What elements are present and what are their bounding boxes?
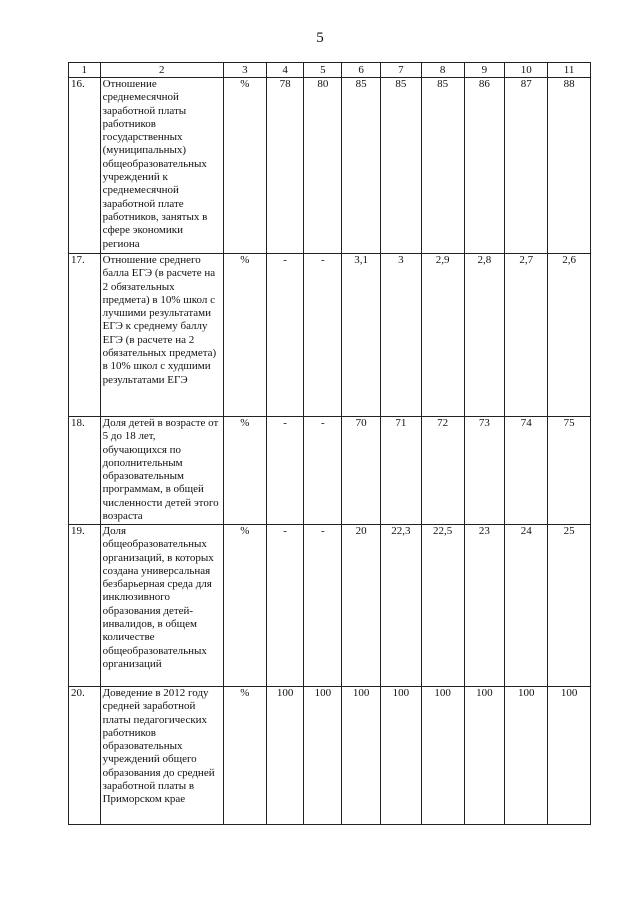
table-row [69, 417, 591, 525]
value-cell: 100 [421, 687, 464, 825]
column-header: 2 [100, 63, 223, 78]
value-cell: 85 [380, 78, 421, 254]
column-header: 1 [69, 63, 101, 78]
table-header-row [69, 63, 591, 78]
value-cell: 78 [266, 78, 304, 254]
value-cell: 75 [548, 417, 591, 525]
column-header: 7 [380, 63, 421, 78]
value-cell: 100 [342, 687, 381, 825]
column-header: 10 [505, 63, 548, 78]
column-header: 11 [548, 63, 591, 78]
row-number: 20. [69, 687, 101, 825]
value-cell: 100 [505, 687, 548, 825]
value-cell: 2,8 [464, 254, 505, 417]
value-cell: - [266, 525, 304, 687]
value-cell: 2,7 [505, 254, 548, 417]
unit-cell: % [223, 687, 266, 825]
value-cell: 100 [464, 687, 505, 825]
value-cell: 87 [505, 78, 548, 254]
value-cell: 100 [266, 687, 304, 825]
value-cell: - [304, 254, 342, 417]
column-header: 9 [464, 63, 505, 78]
value-cell: - [304, 525, 342, 687]
indicator-name: Доля общеобразовательных организаций, в которых создана универсальная безбарьерная среда для инклюзивного образования детей-инвалидов, в общем количестве общеобразовательных организаций [100, 525, 223, 687]
column-header: 3 [223, 63, 266, 78]
column-header: 6 [342, 63, 381, 78]
value-cell: 3 [380, 254, 421, 417]
unit-cell: % [223, 417, 266, 525]
value-cell: 85 [342, 78, 381, 254]
value-cell: 85 [421, 78, 464, 254]
value-cell: 2,9 [421, 254, 464, 417]
value-cell: 71 [380, 417, 421, 525]
value-cell: 86 [464, 78, 505, 254]
value-cell: 20 [342, 525, 381, 687]
value-cell: 22,3 [380, 525, 421, 687]
table-row [69, 687, 591, 825]
value-cell: 73 [464, 417, 505, 525]
column-header: 4 [266, 63, 304, 78]
value-cell: 25 [548, 525, 591, 687]
value-cell: 22,5 [421, 525, 464, 687]
table-row [69, 78, 591, 254]
value-cell: 80 [304, 78, 342, 254]
unit-cell: % [223, 525, 266, 687]
value-cell: 100 [548, 687, 591, 825]
table-row [69, 254, 591, 417]
row-number: 18. [69, 417, 101, 525]
indicator-name: Отношение среднего балла ЕГЭ (в расчете на 2 обязательных предмета) в 10% школ с лучшими результатами ЕГЭ к среднему баллу ЕГЭ (в расчете на 2 обязательных предмета) в 10% школ с худшими результатами ЕГЭ [100, 254, 223, 417]
value-cell: - [304, 417, 342, 525]
value-cell: 24 [505, 525, 548, 687]
value-cell: 3,1 [342, 254, 381, 417]
row-number: 16. [69, 78, 101, 254]
value-cell: 23 [464, 525, 505, 687]
unit-cell: % [223, 254, 266, 417]
value-cell: 70 [342, 417, 381, 525]
value-cell: 74 [505, 417, 548, 525]
value-cell: 2,6 [548, 254, 591, 417]
row-number: 19. [69, 525, 101, 687]
indicators-table [68, 62, 591, 825]
value-cell: 88 [548, 78, 591, 254]
value-cell: - [266, 417, 304, 525]
page-number: 5 [316, 30, 324, 46]
value-cell: 72 [421, 417, 464, 525]
indicator-name: Доля детей в возрасте от 5 до 18 лет, обучающихся по дополнительным образовательным программам, в общей численности детей этого возраста [100, 417, 223, 525]
value-cell: 100 [304, 687, 342, 825]
indicator-name: Доведение в 2012 году средней заработной платы педагогических работников образовательных учреждений общего образования до средней заработной платы в Приморском крае [100, 687, 223, 825]
column-header: 5 [304, 63, 342, 78]
row-number: 17. [69, 254, 101, 417]
value-cell: 100 [380, 687, 421, 825]
indicator-name: Отношение среднемесячной заработной платы работников государственных (муниципальных) общеобразовательных учреждений к среднемесячной заработной плате работников, занятых в сфере экономики региона [100, 78, 223, 254]
unit-cell: % [223, 78, 266, 254]
value-cell: - [266, 254, 304, 417]
column-header: 8 [421, 63, 464, 78]
table-row [69, 525, 591, 687]
